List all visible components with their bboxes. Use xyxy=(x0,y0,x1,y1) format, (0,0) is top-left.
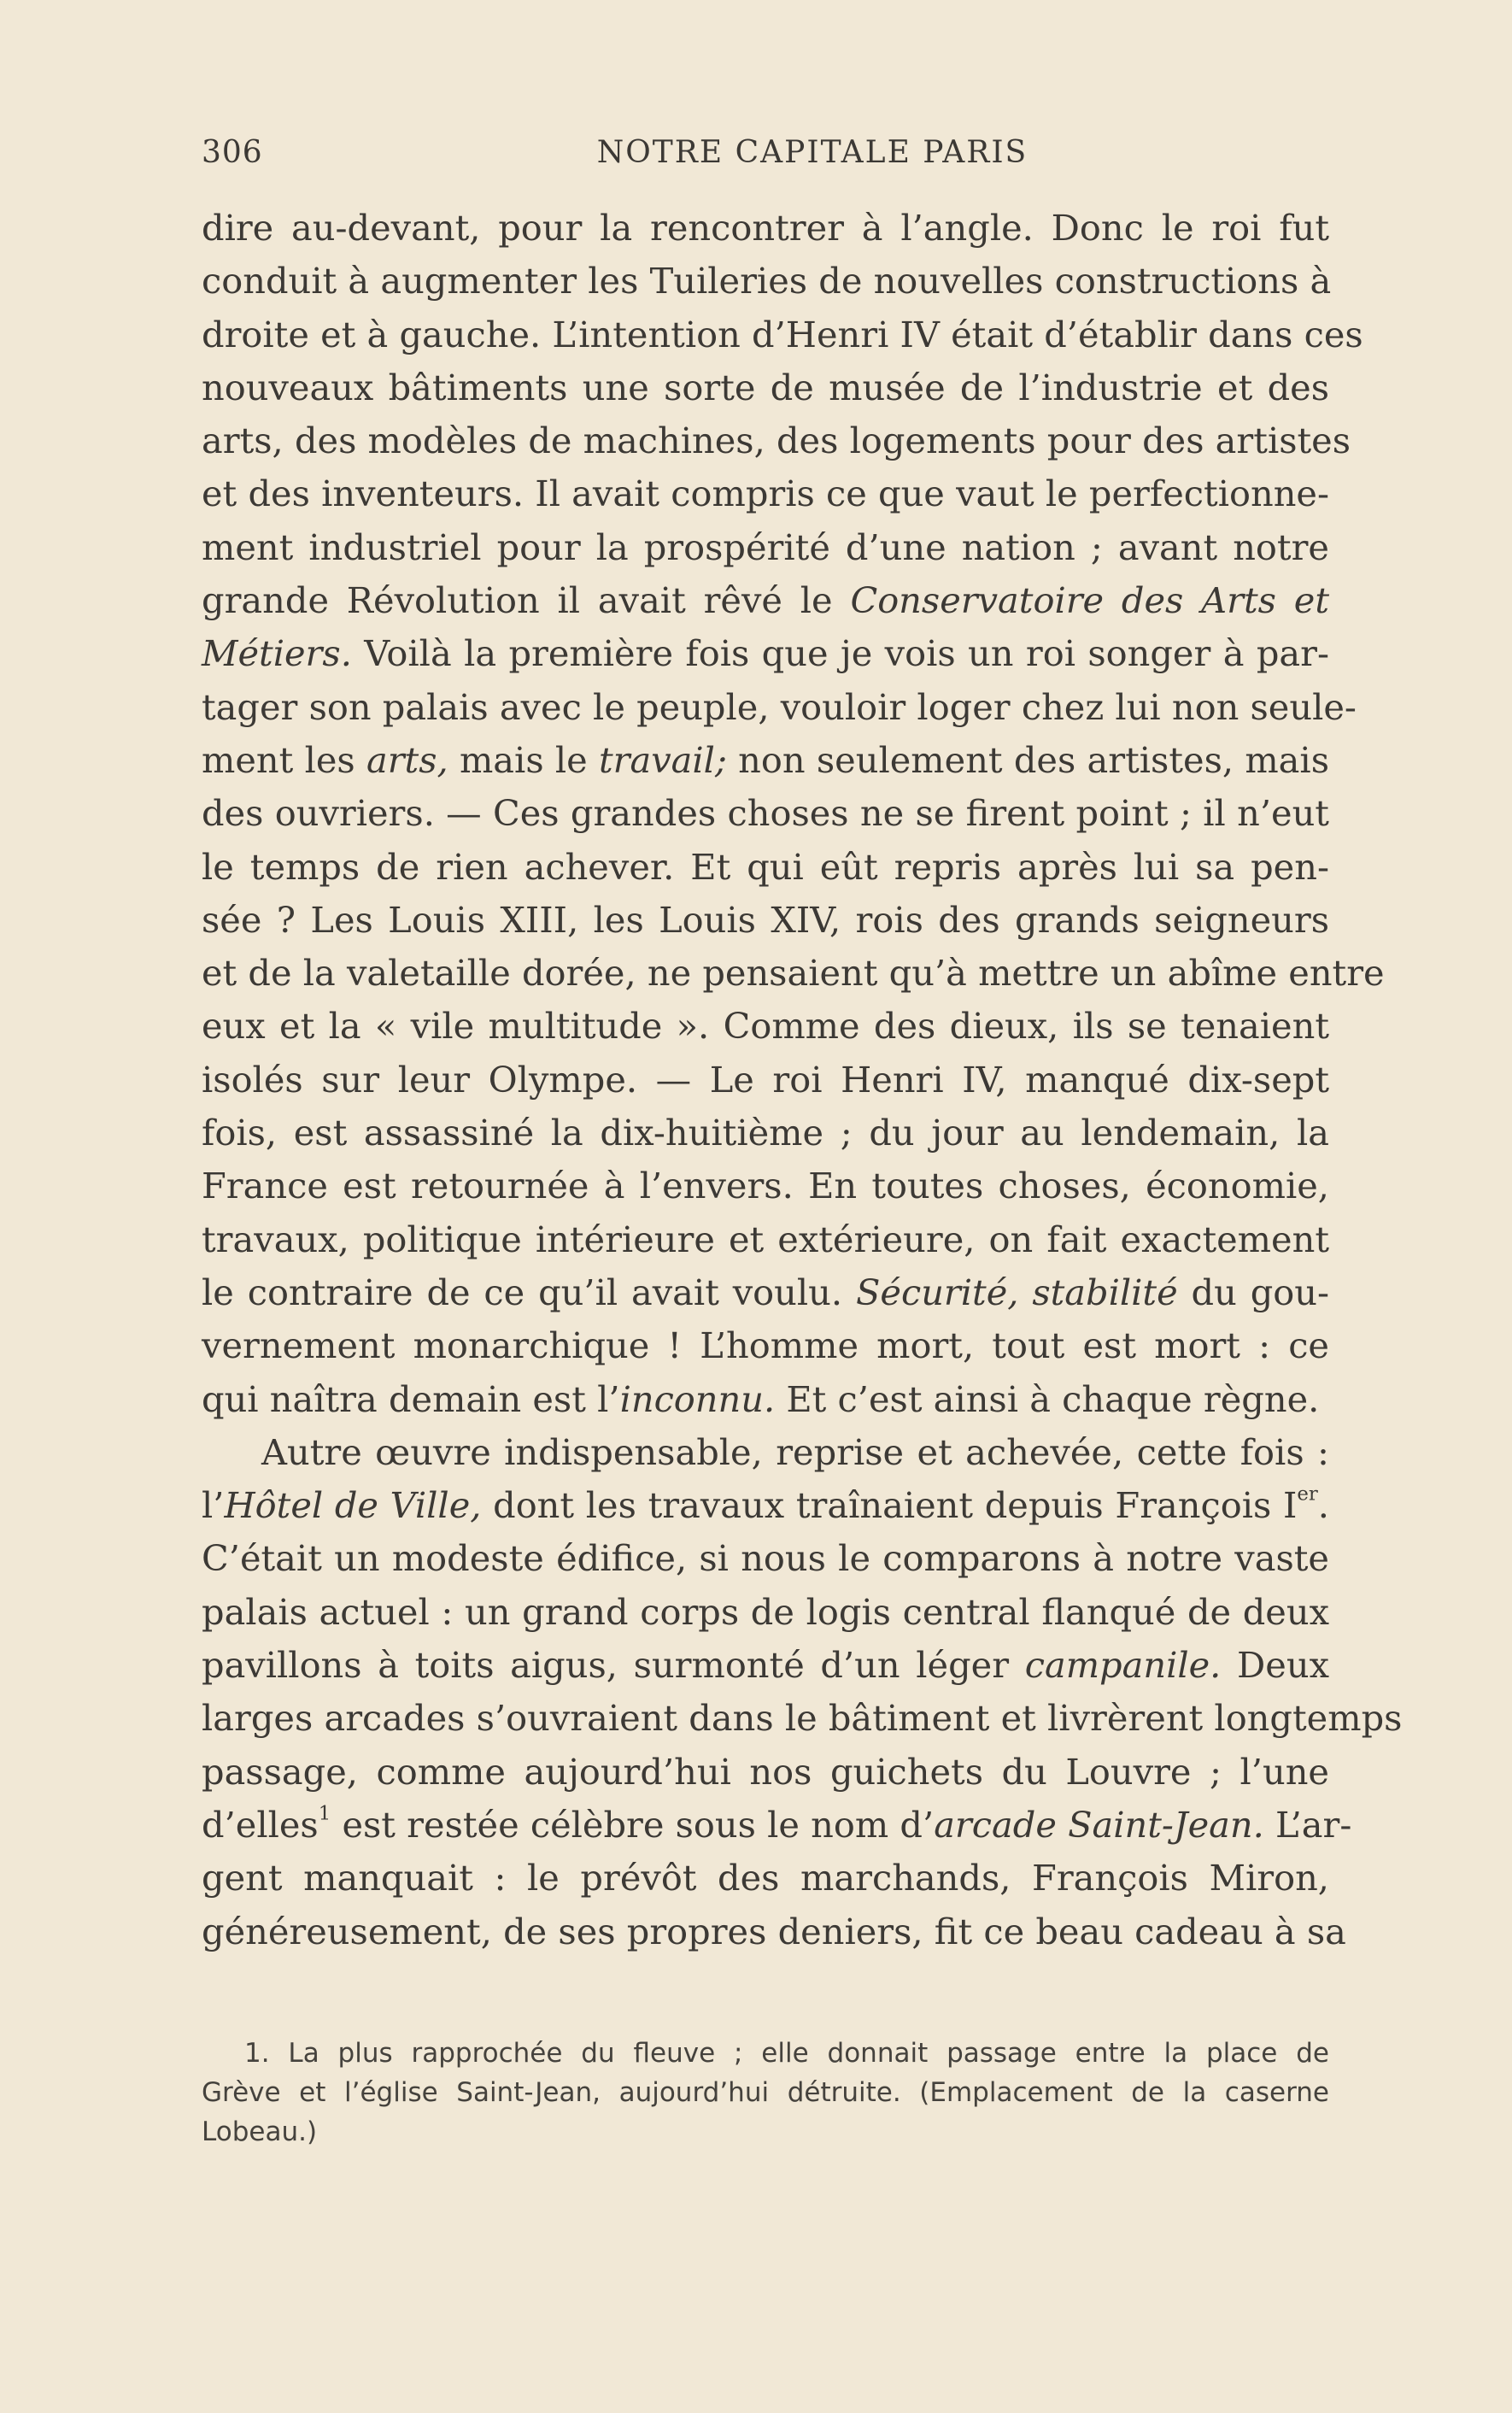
text-line: passage, comme aujourd’hui nos guichets du Louvre ; l’une xyxy=(202,1750,1329,1793)
text-line: dire au-devant, pour la rencontrer à l’angle. Donc le roi fut xyxy=(202,207,1329,249)
text-line: et des inventeurs. Il avait compris ce que vaut le perfectionne- xyxy=(202,473,1329,515)
text-line xyxy=(202,627,1329,680)
page-number: 306 xyxy=(202,135,263,170)
body-text xyxy=(202,202,1403,1958)
text-segment: pavillons à toits aigus, surmonté d’un léger xyxy=(202,1644,1025,1687)
text-line: France est retournée à l’envers. En toutes choses, économie, xyxy=(202,1165,1329,1207)
text-line xyxy=(202,1266,1329,1319)
text-line: vernement monarchique ! L’homme mort, tout est mort : ce xyxy=(202,1324,1329,1367)
text-line: eux et la « vile multitude ». Comme des dieux, ils se tenaient xyxy=(202,1005,1329,1048)
text-line: généreusement, de ses propres deniers, fit ce beau cadeau à sa xyxy=(202,1910,1346,1952)
text-segment: le contraire de ce qu’il avait voulu. xyxy=(202,1271,856,1313)
italic-segment: inconnu. xyxy=(619,1377,776,1420)
text-segment: l’ xyxy=(202,1484,225,1527)
footnote-line: 1. La plus rapprochée du fleuve ; elle donnait passage entre la place de xyxy=(244,2038,1329,2069)
italic-segment: Conservatoire des Arts et xyxy=(850,579,1329,622)
text-segment: du gou- xyxy=(1177,1271,1329,1313)
text-line xyxy=(202,574,1329,627)
text-line: droite et à gauche. L’intention d’Henri IV était d’établir dans ces xyxy=(202,313,1363,355)
text-line: et de la valetaille dorée, ne pensaient qu’à mettre un abîme entre xyxy=(202,952,1385,995)
page-header xyxy=(202,135,1329,178)
text-segment: Voilà la première fois que je vois un roi songer à par- xyxy=(351,632,1329,675)
text-line: gent manquait : le prévôt des marchands, François Miron, xyxy=(202,1857,1329,1899)
text-line: arts, des modèles de machines, des logements pour des artistes xyxy=(202,420,1351,462)
footnote xyxy=(202,2034,1329,2152)
text-segment: L’ar- xyxy=(1263,1803,1352,1846)
text-segment: est restée célèbre sous le nom d’ xyxy=(331,1803,935,1846)
text-segment: d’elles xyxy=(202,1803,319,1846)
running-title: NOTRE CAPITALE PARIS xyxy=(596,135,1029,170)
text-segment: ment les xyxy=(202,738,366,781)
text-line: C’était un modeste édifice, si nous le comparons à notre vaste xyxy=(202,1537,1329,1580)
footnote-line: Lobeau.) xyxy=(202,2117,318,2147)
text-line xyxy=(202,1479,1329,1532)
text-line xyxy=(202,734,1329,787)
text-line: travaux, politique intérieure et extérieure, on fait exactement xyxy=(202,1218,1329,1260)
footnote-reference[interactable]: 1 xyxy=(318,1802,331,1825)
text-segment: mais le xyxy=(448,738,599,781)
text-line: isolés sur leur Olympe. — Le roi Henri IV, manqué dix-sept xyxy=(202,1058,1329,1101)
text-line xyxy=(202,1799,1352,1852)
text-line: fois, est assassiné la dix-huitième ; du jour au lendemain, la xyxy=(202,1112,1329,1154)
text-segment: . xyxy=(1317,1484,1329,1527)
italic-segment: Métiers. xyxy=(202,632,352,675)
text-line: Autre œuvre indispensable, reprise et achevée, cette fois : xyxy=(261,1430,1329,1473)
text-line: ment industriel pour la prospérité d’une nation ; avant notre xyxy=(202,525,1329,568)
text-line: conduit à augmenter les Tuileries de nouvelles constructions à xyxy=(202,260,1332,302)
text-segment: Et c’est ainsi à chaque règne. xyxy=(775,1377,1320,1420)
text-segment: non seulement des artistes, mais xyxy=(726,738,1329,781)
italic-segment: Hôtel de Ville, xyxy=(224,1484,482,1527)
text-line: sée ? Les Louis XIII, les Louis XIV, rois des grands seigneurs xyxy=(202,898,1329,941)
text-segment: qui naîtra demain est l’ xyxy=(202,1377,620,1420)
text-segment: Deux xyxy=(1221,1644,1329,1687)
text-line xyxy=(202,1373,1329,1426)
italic-segment: arts, xyxy=(366,738,448,781)
text-segment: grande Révolution il avait rêvé le xyxy=(202,579,851,622)
italic-segment: travail; xyxy=(598,738,727,781)
italic-segment: campanile. xyxy=(1024,1644,1222,1687)
italic-segment: Sécurité, stabilité xyxy=(855,1271,1178,1313)
text-line: larges arcades s’ouvraient dans le bâtiment et livrèrent longtemps xyxy=(202,1697,1403,1740)
text-line: palais actuel : un grand corps de logis central flanqué de deux xyxy=(202,1590,1329,1633)
superscript: er xyxy=(1297,1482,1318,1506)
footnote-line: Grève et l’église Saint-Jean, aujourd’hui détruite. (Emplacement de la caserne xyxy=(202,2077,1329,2108)
text-line xyxy=(202,1639,1329,1692)
text-line: le temps de rien achever. Et qui eût repris après lui sa pen- xyxy=(202,845,1329,888)
text-line: tager son palais avec le peuple, vouloir loger chez lui non seule- xyxy=(202,685,1357,728)
text-line: des ouvriers. — Ces grandes choses ne se firent point ; il n’eut xyxy=(202,792,1329,835)
text-segment: dont les travaux traînaient depuis François I xyxy=(481,1484,1298,1527)
text-line: nouveaux bâtiments une sorte de musée de l’industrie et des xyxy=(202,366,1329,408)
italic-segment: arcade Saint-Jean. xyxy=(934,1803,1264,1846)
